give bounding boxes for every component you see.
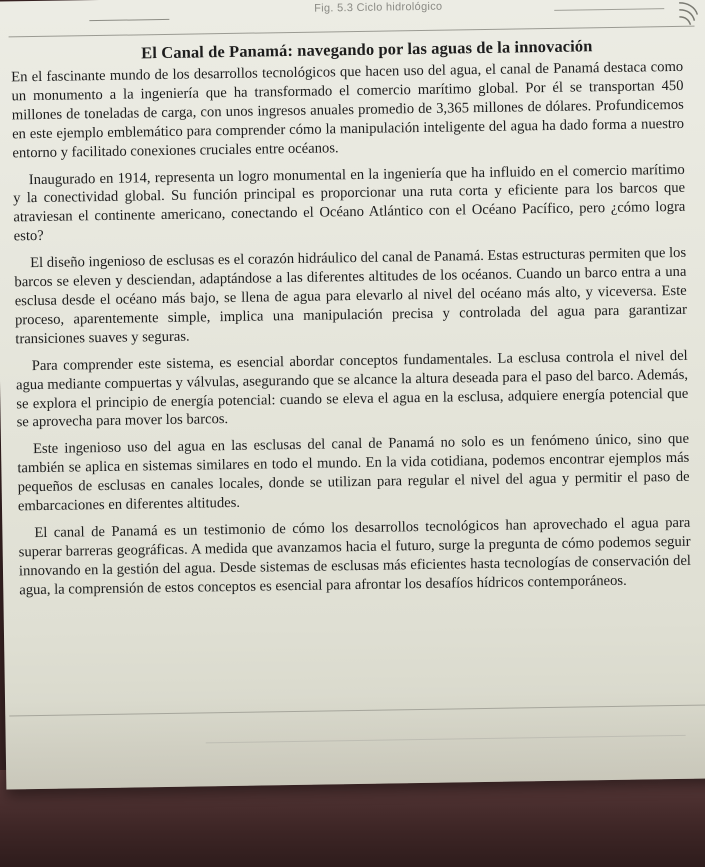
article-title: El Canal de Panamá: navegando por las aguas de la innovación [141,36,593,63]
paragraph-everyday: Este ingenioso uso del agua en las esclusas del canal de Panamá no solo es un fenómeno único, sino que también se aplica en sistemas similares en todo el mundo. En la vida cotidiana, podemos encontrar ejemplos más pequeños de esclusas en canales locales, donde se utilizan para regular el nivel del agua y permitir el paso de embarcaciones en diferentes altitudes. [17,431,690,515]
top-rule-left [89,19,169,21]
bottom-rule [9,705,705,717]
paragraph-conclusion: El canal de Panamá es un testimonio de cómo los desarrollos tecnológicos han aprovechado el agua para superar barreras geográficas. A medida que avanzamos hacia el futuro, surge la pregunta de cómo podemos seguir innovando en la gestión del agua. Desde sistemas de esclusas más eficientes hasta tecnologías de conservación del agua, la comprensión de estos conceptos es esencial para afrontar los desafíos hídricos contemporáneos. [18,514,692,598]
paragraph-concepts: Para comprender este sistema, es esencial abordar conceptos fundamentales. La esclusa controla el nivel del agua mediante compuertas y válvulas, asegurando que se alcance la altura deseada para el paso del barco. Además, se explora el principio de energía potencial: cuando se eleva el agua en la esclusa, adquiere energía potencial que se aprovecha para mover los barcos. [15,347,689,431]
figure-caption: Fig. 5.3 Ciclo hidrológico [314,0,443,15]
paragraph-locks-design: El diseño ingenioso de esclusas es el corazón hidráulico del canal de Panamá. Estas estructuras permiten que los barcos se eleven y desciendan, adaptándose a las diferentes altitudes de los océanos. Cuando un barco entra a una esclusa desde el océano más bajo, se llena de agua para elevarlo al nivel del océano más alto, y viceversa. Este proceso, aparentemente simple, implica una manipulación precisa y controlada del agua para garantizar transiciones suaves y seguras. [14,244,688,348]
article [11,35,692,608]
bottom-rule-faint [206,735,686,744]
paragraph-intro: En el fascinante mundo de los desarrollos tecnológicos que hacen uso del agua, el canal de Panamá destaca como un monumento a la ingeniería que ha transformado el comercio marítimo global. Por él se transportan 450 millones de toneladas de carga, con unos ingresos anuales promedio de 3,365 millones de dólares. Profundicemos en este ejemplo emblemático para comprender cómo la manipulación inteligente del agua ha dado forma a nuestro entorno y facilitado conexiones cruciales entre océanos. [11,58,685,162]
top-rule-right [554,8,664,11]
paragraph-inauguration: Inaugurado en 1914, representa un logro monumental en la ingeniería que ha influido en el comercio marítimo y la conectividad global. Su función principal es proporcionar una ruta corta y eficiente para los barcos que atraviesan el continente americano, conectando el Océano Atlántico con el Océano Pacífico, pero ¿cómo logra esto? [13,161,686,245]
page-corner-icon [677,1,699,27]
